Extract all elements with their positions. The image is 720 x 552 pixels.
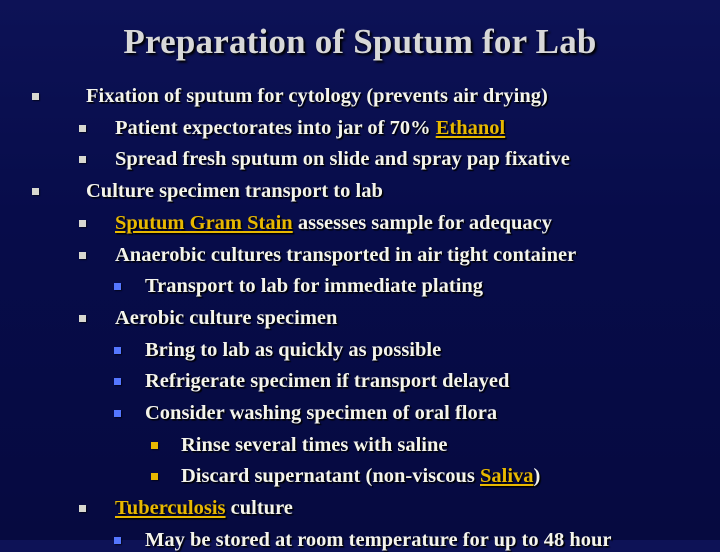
bullet-text-culture-transport <box>86 179 383 203</box>
line-text: Anaerobic cultures transported in air tight container <box>115 244 577 266</box>
bullet-level2 <box>79 252 86 259</box>
bullet-level2 <box>79 220 86 227</box>
ethanol-link[interactable]: Ethanol <box>435 117 506 139</box>
line-text: Discard supernatant (non-viscous <box>181 465 480 487</box>
bullet-text-aerobic <box>115 306 337 330</box>
line-text: May be stored at room temperature for up to 48 hour <box>145 529 612 551</box>
bullet-level3 <box>114 347 121 354</box>
slide-title: Preparation of Sputum for Lab <box>123 22 597 61</box>
line-text: Rinse several times with saline <box>181 434 448 456</box>
bullet-text-rinse <box>181 433 447 457</box>
bullet-text-room-temperature <box>145 528 612 552</box>
bullet-text-discard <box>181 464 540 488</box>
line-text: Bring to lab as quickly as possible <box>145 339 442 361</box>
bullet-level4 <box>151 473 158 480</box>
bullet-text-spread <box>115 147 570 171</box>
bullet-text-expectorates <box>115 116 505 140</box>
line-text: Consider washing specimen of oral flora <box>145 402 498 424</box>
bullet-level2 <box>79 156 86 163</box>
bullet-text-immediate-plating <box>145 274 483 298</box>
line-text: Transport to lab for immediate plating <box>145 275 484 297</box>
bullet-level1 <box>32 188 39 195</box>
sputum-gram-stain-link[interactable]: Sputum Gram Stain <box>115 212 293 234</box>
line-text: Patient expectorates into jar of 70% <box>115 117 436 139</box>
bullet-text-washing <box>145 401 497 425</box>
bullet-level3 <box>114 537 121 544</box>
bullet-level3 <box>114 410 121 417</box>
bullet-text-gram-stain <box>115 211 552 235</box>
line-text: Culture specimen transport to lab <box>86 180 383 202</box>
line-text: Fixation of sputum for cytology (prevents air drying) <box>86 85 548 107</box>
bullet-text-anaerobic <box>115 243 576 267</box>
tuberculosis-link[interactable]: Tuberculosis <box>115 497 226 519</box>
bullet-text-fixation <box>86 84 548 108</box>
bullet-level1 <box>32 93 39 100</box>
line-text: culture <box>225 497 293 519</box>
bullet-level3 <box>114 378 121 385</box>
bullet-level2 <box>79 125 86 132</box>
bullet-level2 <box>79 505 86 512</box>
line-text: ) <box>533 465 541 487</box>
bullet-text-refrigerate <box>145 369 509 393</box>
line-text: Spread fresh sputum on slide and spray pap fixative <box>115 148 570 170</box>
bullet-level2 <box>79 315 86 322</box>
bullet-text-tuberculosis <box>115 496 293 520</box>
line-text: assesses sample for adequacy <box>292 212 553 234</box>
saliva-link[interactable]: Saliva <box>480 465 534 487</box>
bullet-level3 <box>114 283 121 290</box>
bullet-level4 <box>151 442 158 449</box>
line-text: Aerobic culture specimen <box>115 307 338 329</box>
line-text: Refrigerate specimen if transport delayed <box>145 370 510 392</box>
bullet-text-bring-quickly <box>145 338 441 362</box>
